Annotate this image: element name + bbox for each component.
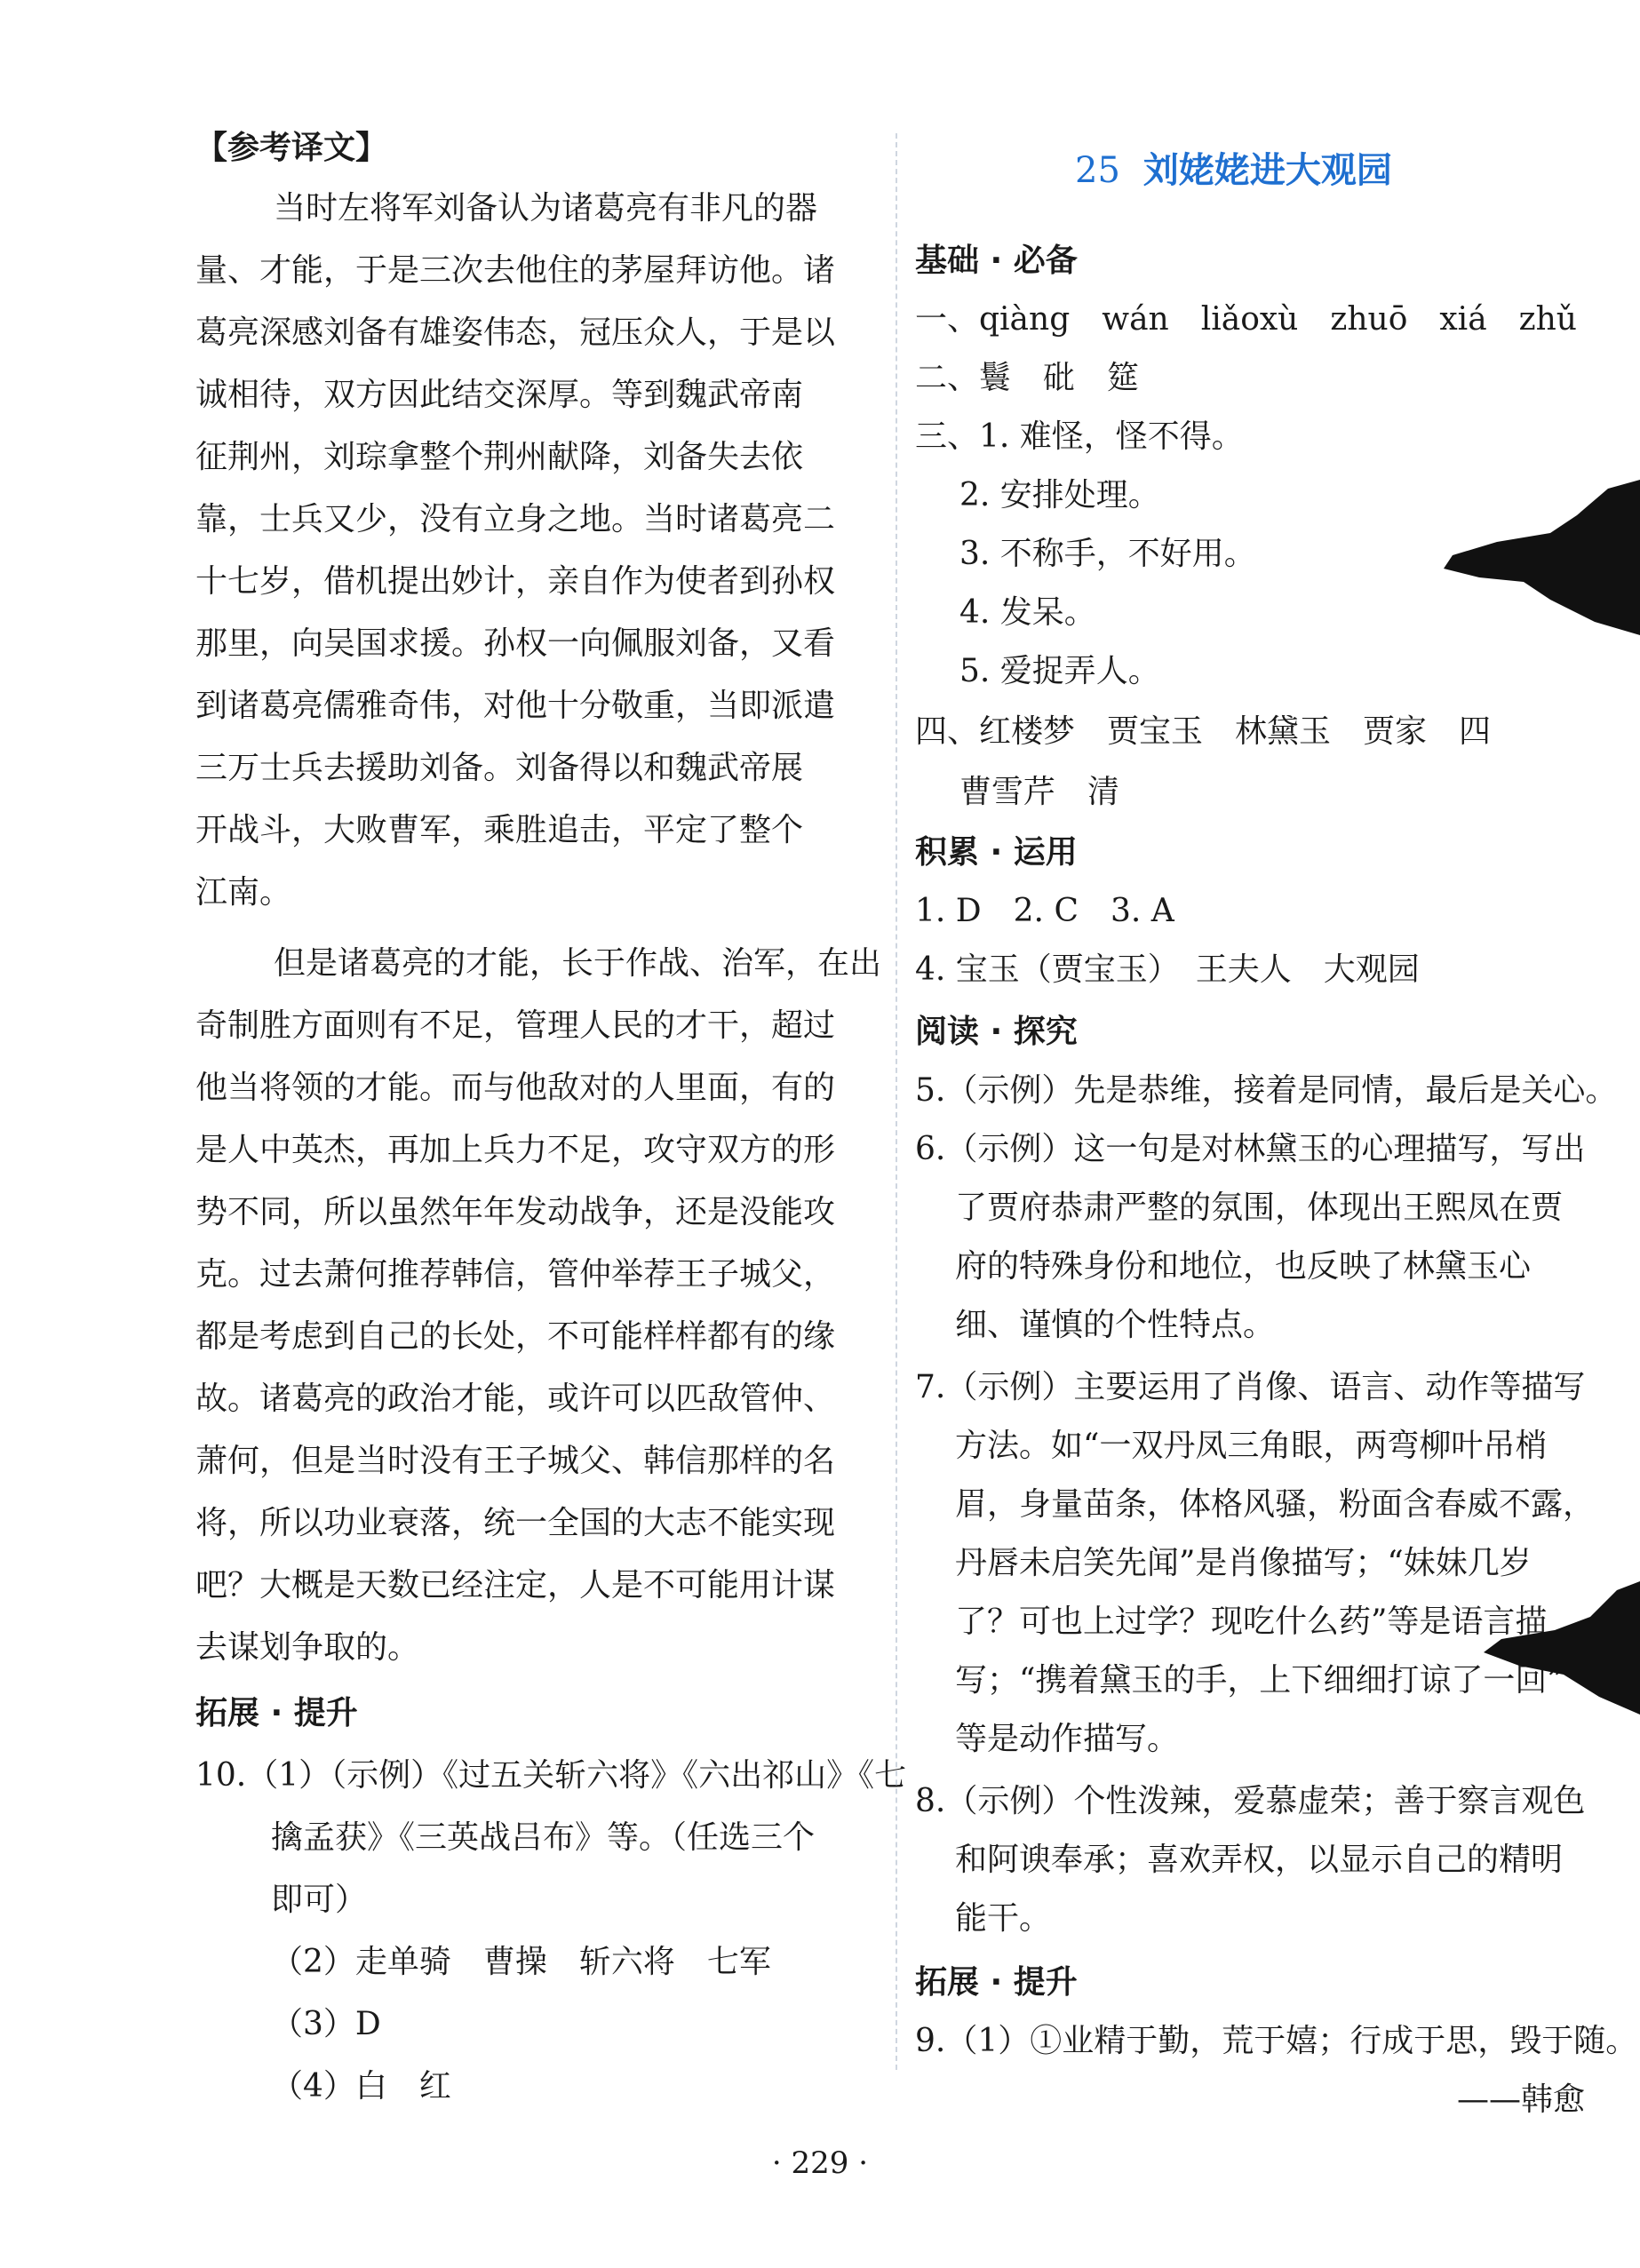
question-10-line: （2）走单骑 曹操 斩六将 七军 bbox=[271, 1944, 771, 1980]
answer-6-line: 府的特殊身份和地位，也反映了林黛玉心 bbox=[955, 1248, 1532, 1285]
paragraph2-line: 吧？大概是天数已经注定，人是不可能用计谋 bbox=[195, 1567, 836, 1604]
paragraph2-line: 克。过去萧何推荐韩信，管仲举荐王子城父， bbox=[195, 1256, 836, 1293]
question-10-line: （3）D bbox=[271, 2006, 381, 2042]
paragraph2-line: 是人中英杰，再加上兵力不足，攻守双方的形 bbox=[195, 1132, 836, 1168]
answer-8-line: 能干。 bbox=[955, 1900, 1052, 1937]
paragraph1-line: 量、才能，于是三次去他住的茅屋拜访他。诸 bbox=[195, 252, 836, 289]
question-10-line: 10.（1）（示例）《过五关斩六将》《六出祁山》《七 bbox=[195, 1757, 907, 1794]
answer-4-line: 曹雪芹 清 bbox=[959, 774, 1120, 810]
section-heading-reading: 阅读 · 探究 bbox=[915, 1014, 1078, 1050]
paragraph2-line: 萧何，但是当时没有王子城父、韩信那样的名 bbox=[195, 1443, 836, 1479]
paragraph1-line: 开战斗，大败曹军，乘胜追击，平定了整个 bbox=[195, 812, 804, 848]
answer-7-line: 7.（示例）主要运用了肖像、语言、动作等描写 bbox=[915, 1369, 1586, 1405]
answer-6-line: 了贾府恭肃严整的氛围，体现出王熙凤在贾 bbox=[955, 1190, 1564, 1226]
paragraph1-line: 江南。 bbox=[195, 874, 292, 911]
paragraph1-line: 诚相待，双方因此结交深厚。等到魏武帝南 bbox=[195, 377, 804, 413]
column-divider bbox=[896, 133, 897, 2070]
answer-7-line: 等是动作描写。 bbox=[955, 1721, 1180, 1757]
answer-8-line: 8.（示例）个性泼辣，爱慕虚荣；善于察言观色 bbox=[915, 1783, 1586, 1819]
paragraph2-line: 但是诸葛亮的才能，长于作战、治军，在出 bbox=[274, 945, 882, 982]
paragraph1-line: 当时左将军刘备认为诸葛亮有非凡的器 bbox=[274, 190, 818, 227]
section-heading-accumulate: 积累 · 运用 bbox=[915, 834, 1078, 871]
scan-blot-upper bbox=[1444, 480, 1640, 640]
answer-7-line: 写；“携着黛玉的手，上下细细打谅了一回” bbox=[955, 1662, 1564, 1699]
answer-4-line: 四、红楼梦 贾宝玉 林黛玉 贾家 四 bbox=[915, 713, 1492, 750]
answer-5: 5.（示例）先是恭维，接着是同情，最后是关心。 bbox=[915, 1072, 1618, 1109]
answer-9: 9.（1）①业精于勤，荒于嬉；行成于思，毁于随。 bbox=[915, 2023, 1638, 2059]
reference-translation-heading: 【参考译文】 bbox=[195, 130, 388, 166]
answer-3-line: 3. 不称手，不好用。 bbox=[959, 536, 1256, 572]
answer-4b: 4. 宝玉（贾宝玉） 王夫人 大观园 bbox=[915, 951, 1420, 988]
scan-blot-lower bbox=[1484, 1581, 1640, 1715]
paragraph1-line: 靠，士兵又少，没有立身之地。当时诸葛亮二 bbox=[195, 501, 836, 537]
question-10-line: 擒孟获》《三英战吕布》等。（任选三个 bbox=[271, 1819, 816, 1856]
lesson-number: 25 bbox=[1075, 150, 1120, 191]
question-10-line: （4）白 红 bbox=[271, 2068, 451, 2105]
lesson-title-text: 刘姥姥进大观园 bbox=[1142, 150, 1392, 191]
paragraph1-line: 那里，向吴国求援。孙权一向佩服刘备，又看 bbox=[195, 625, 836, 662]
paragraph2-line: 势不同，所以虽然年年发动战争，还是没能攻 bbox=[195, 1194, 836, 1230]
answer-7-line: 丹唇未启笑先闻”是肖像描写；“妹妹几岁 bbox=[955, 1545, 1532, 1581]
answer-6-line: 6.（示例）这一句是对林黛玉的心理描写，写出 bbox=[915, 1131, 1586, 1167]
answer-7-line: 方法。如“一双丹凤三角眼，两弯柳叶吊梢 bbox=[955, 1428, 1548, 1464]
paragraph2-line: 都是考虑到自己的长处，不可能样样都有的缘 bbox=[195, 1318, 836, 1355]
paragraph1-line: 到诸葛亮儒雅奇伟，对他十分敬重，当即派遣 bbox=[195, 688, 836, 724]
paragraph1-line: 征荆州，刘琮拿整个荆州献降，刘备失去依 bbox=[195, 439, 804, 475]
paragraph1-line: 十七岁，借机提出妙计，亲自作为使者到孙权 bbox=[195, 563, 836, 600]
paragraph2-line: 故。诸葛亮的政治才能，或许可以匹敌管仲、 bbox=[195, 1381, 836, 1417]
paragraph1-line: 葛亮深感刘备有雄姿伟态，冠压众人，于是以 bbox=[195, 314, 836, 351]
answer-6-line: 细、谨慎的个性特点。 bbox=[955, 1307, 1276, 1343]
paragraph2-line: 奇制胜方面则有不足，管理人民的才干，超过 bbox=[195, 1007, 836, 1044]
page-number: · 229 · bbox=[771, 2145, 869, 2181]
section-heading-extension: 拓展 · 提升 bbox=[195, 1695, 358, 1731]
answer-8-line: 和阿谀奉承；喜欢弄权，以显示自己的精明 bbox=[955, 1842, 1564, 1878]
lesson-title bbox=[1075, 149, 1392, 192]
answer-7-line: 了？可也上过学？现吃什么药”等是语言描 bbox=[955, 1604, 1548, 1640]
paragraph1-line: 三万士兵去援助刘备。刘备得以和魏武帝展 bbox=[195, 750, 804, 786]
answer-characters: 二、鬟 砒 筵 bbox=[915, 360, 1140, 396]
answer-3-line: 5. 爱捉弄人。 bbox=[959, 653, 1160, 689]
answer-3-line: 2. 安排处理。 bbox=[959, 477, 1160, 513]
question-10-line: 即可） bbox=[271, 1882, 368, 1918]
answer-3-line: 三、1. 难怪，怪不得。 bbox=[915, 418, 1244, 455]
answer-9-author: ——韩愈 bbox=[1457, 2081, 1586, 2118]
paragraph2-line: 去谋划争取的。 bbox=[195, 1629, 420, 1666]
answer-3-line: 4. 发呆。 bbox=[959, 594, 1096, 631]
answer-7-line: 眉，身量苗条，体格风骚，粉面含春威不露， bbox=[955, 1486, 1596, 1523]
answer-pinyin: 一、qiàng wán liǎoxù zhuō xiá zhǔ bbox=[915, 301, 1577, 338]
paragraph2-line: 他当将领的才能。而与他敌对的人里面，有的 bbox=[195, 1070, 836, 1106]
section-heading-extension-right: 拓展 · 提升 bbox=[915, 1964, 1078, 2001]
paragraph2-line: 将，所以功业衰落，统一全国的大志不能实现 bbox=[195, 1505, 836, 1541]
section-heading-basics: 基础 · 必备 bbox=[915, 243, 1078, 279]
answer-choices: 1. D 2. C 3. A bbox=[915, 893, 1174, 929]
